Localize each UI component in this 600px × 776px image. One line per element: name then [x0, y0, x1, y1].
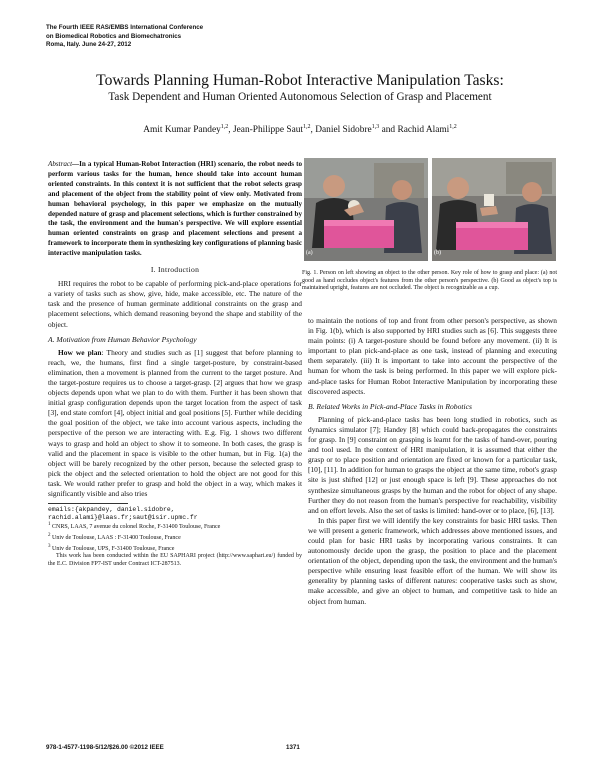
author-name: Rachid Alami	[397, 125, 450, 136]
author-affiliation: 1,3	[371, 124, 380, 130]
motivation-text: : Theory and studies such as [1] suggest that before planning to reach, we, the humans, first find a single target-posture, by constraint-based elimination, then a movement is planned from the current to the target posture. And the target-posture requires us to choose a target-grasp. [2] argues that how we grasp objects depends upon what we plan to do with them. Further it has been shown that initial grasp configuration depends upon the target location from the aspect of task [3], end state comfort [4], object initial and goal positions [5]. Further while deciding the goal position of the object, we take into account various aspects, including the perspective of the person we are interacting with. E.g. Fig. 1 shows two different ways to grasp and hold an object to show it to someone. In both cases, the grasp is valid and the placement in space is visible to the other human, but in Fig. 1(a) the object will be barely recognized by the other person, because the selected grasp to pick the object and the selected orientation to hold the object are not good for this task. We would rather prefer to grasp and hold the object in a way, which makes it significantly visible and also tries	[48, 347, 302, 499]
section-heading-introduction: I. Introduction	[150, 265, 200, 275]
footer-isbn: 978-1-4577-1198-5/12/$26.00 ©2012 IEEE	[46, 744, 164, 751]
run-in-heading: How we plan	[58, 347, 102, 357]
footnote-affiliations	[48, 521, 302, 568]
author-list	[30, 124, 570, 135]
figure-1b-photo	[432, 158, 556, 261]
footnote-3-text: Univ de Toulouse, UPS, F-31400 Toulouse, France	[52, 545, 175, 552]
figure-1	[302, 158, 557, 264]
footnote-2: $^2$ Univ de Toulouse, LAAS : F-31400 Toulouse, France	[48, 532, 181, 541]
abstract	[48, 160, 302, 259]
intro-continued-paragraph: to maintain the notions of top and front from other person's perspective, as shown in Fig. 1(b), which is also supported by HRI studies such as [6]. This suggests three main points: (i) A target-posture should be found before any movement. (ii) It is important to plan pick-and-place as one task, instead of planning and executing them separately. (iii) It is important to take into account the perspective of the human for whom the task is being performed. In this paper we will explore pick-and-place tasks for Human Robot Interactive Manipulation by incorporating these discovered aspects.	[308, 316, 557, 396]
footnote-funding: This work has been conducted within the EU SAPHARI project (http://www.saphari.eu/) funded by the E.C. Division FP7-IST under Contract ICT-287513.	[48, 553, 302, 567]
abstract-text: In a typical Human-Robot Interaction (HRI) scenario, the robot needs to perform various tasks for the human, hence should take into account human oriented constraints. In this context it is not sufficient that the robot selects grasp and placement of the object from the stability point of view only. Motivated from human behavioral psychology, in this paper we emphasize on the mutually depended nature of grasp and placement selections, which is further constrained by the task, the environment and the human's perspective. We will explore essential human oriented constraints on grasp and placement selections and present a framework to incorporate them in synthesizing key configurations of planning basic interactive manipulation tasks.	[48, 160, 302, 258]
author-name: Daniel Sidobre	[315, 125, 372, 136]
intro-paragraph: HRI requires the robot to be capable of performing pick-and-place operations for a variety of tasks such as show, give, hide, make accessible, etc. The nature of the task and the presence of human germinate additional constraints on the grasp and placement selections, which demand reasoning beyond the shape and stability of the object.	[48, 279, 302, 329]
paper-subtitle: Task Dependent and Human Oriented Autonomous Selection of Grasp and Placement	[108, 91, 492, 103]
footnote-emails	[48, 506, 302, 521]
email-line: rachid.alami}@laas.fr;saut@isir.upmc.fr	[48, 513, 198, 521]
motivation-paragraph	[48, 348, 302, 499]
author-separator: and	[379, 125, 398, 136]
left-column	[48, 160, 302, 568]
photo-person-showing-object-b	[432, 158, 556, 261]
conference-header-line1: The Fourth IEEE RAS/EMBS International Conference	[46, 24, 204, 31]
conference-header-line2: on Biomedical Robotics and Biomechatronics	[46, 32, 182, 40]
subsection-heading-a: A. Motivation from Human Behavior Psychology	[48, 334, 197, 344]
conference-header-line3: Roma, Italy. June 24-27, 2012	[46, 41, 132, 49]
footer-page-number: 1371	[286, 744, 300, 751]
figure-1a-label: (a)	[306, 250, 313, 256]
subsection-heading-b: B. Related Works in Pick-and-Place Tasks in Robotics	[308, 401, 472, 411]
figure-1b-label: (b)	[434, 250, 441, 256]
right-column	[308, 316, 557, 607]
author-name: Jean-Philippe Saut	[232, 125, 304, 136]
footnote-1-text: CNRS, LAAS, 7 avenue du colonel Roche, F-31400 Toulouse, France	[52, 524, 221, 531]
footnote-rule	[48, 503, 128, 504]
related-works-paragraph: Planning of pick-and-place tasks has been long studied in robotics, such as dynamics simulator [7]; Handey [8] which could back-propagates the constraints for grasp. In [9] constraint on grasping is learnt for the tasks of hand-over, pouring and tool used. In the context of HRI manipulation, it is assumed that either the grasp or to place position and orientation are fixed or known for a particular task, [10], [11]. In addition for human to grasps the object at the same time, robot's grasp site is just shifted [12] or just enough space is left [9]. These approaches do not synthesize simultaneous grasps by the human and the robot for object of any shape. Further they do not reason from the human's perspective for reachability, visibility and on effort levels. Also the set of tasks is limited: hand-over or to place, [6], [13].	[308, 414, 557, 515]
author-affiliation: 1,2	[449, 124, 457, 130]
conference-header	[46, 24, 203, 50]
paper-title: Towards Planning Human-Robot Interactive Manipulation Tasks:	[96, 72, 504, 89]
author-name: Amit Kumar Pandey	[143, 125, 221, 136]
email-line: emails:{akpandey, daniel.sidobre,	[48, 506, 175, 514]
author-affiliation: 1,2	[303, 124, 311, 130]
abstract-label: Abstract	[48, 160, 73, 168]
photo-person-showing-object-a	[304, 158, 428, 261]
footnote-3: $^3$ Univ de Toulouse, UPS, F-31400 Toulouse, France	[48, 543, 175, 552]
figure-1a-photo	[304, 158, 428, 261]
footnote-2-text: Univ de Toulouse, LAAS : F-31400 Toulouse, France	[52, 534, 181, 541]
author-affiliation: 1,2	[220, 124, 229, 130]
author-separator: ,	[310, 125, 316, 136]
contribution-paragraph: In this paper first we will identify the key constraints for basic HRI tasks. Then we will present a generic framework, which addresses above mentioned issues, and could plan for basic HRI tasks by incorporating various constraints. It can autonomously decide upon the grasp, the position to place and the placement orientation of the object, depending upon the task, the environment and the human's perspective while ensuring least feasible effort of the human. We will show its generality by planning tasks of different natures: cooperative tasks such as show, make accessible, and give an object to human, and competitive task to hide an object from human.	[308, 515, 557, 606]
footnote-1: $^1$ CNRS, LAAS, 7 avenue du colonel Roche, F-31400 Toulouse, France	[48, 522, 221, 531]
figure-1-caption: Fig. 1. Person on left showing an object to the other person. Key role of how to grasp and place: (a) not good as hand occludes object's features from the other person's perspective. (b) Good as object's top is maintained upright, features are not occluded. The object is recognizable as a cup.	[302, 270, 557, 292]
author-separator: ,	[228, 125, 233, 136]
abstract-dash: —	[72, 160, 80, 168]
